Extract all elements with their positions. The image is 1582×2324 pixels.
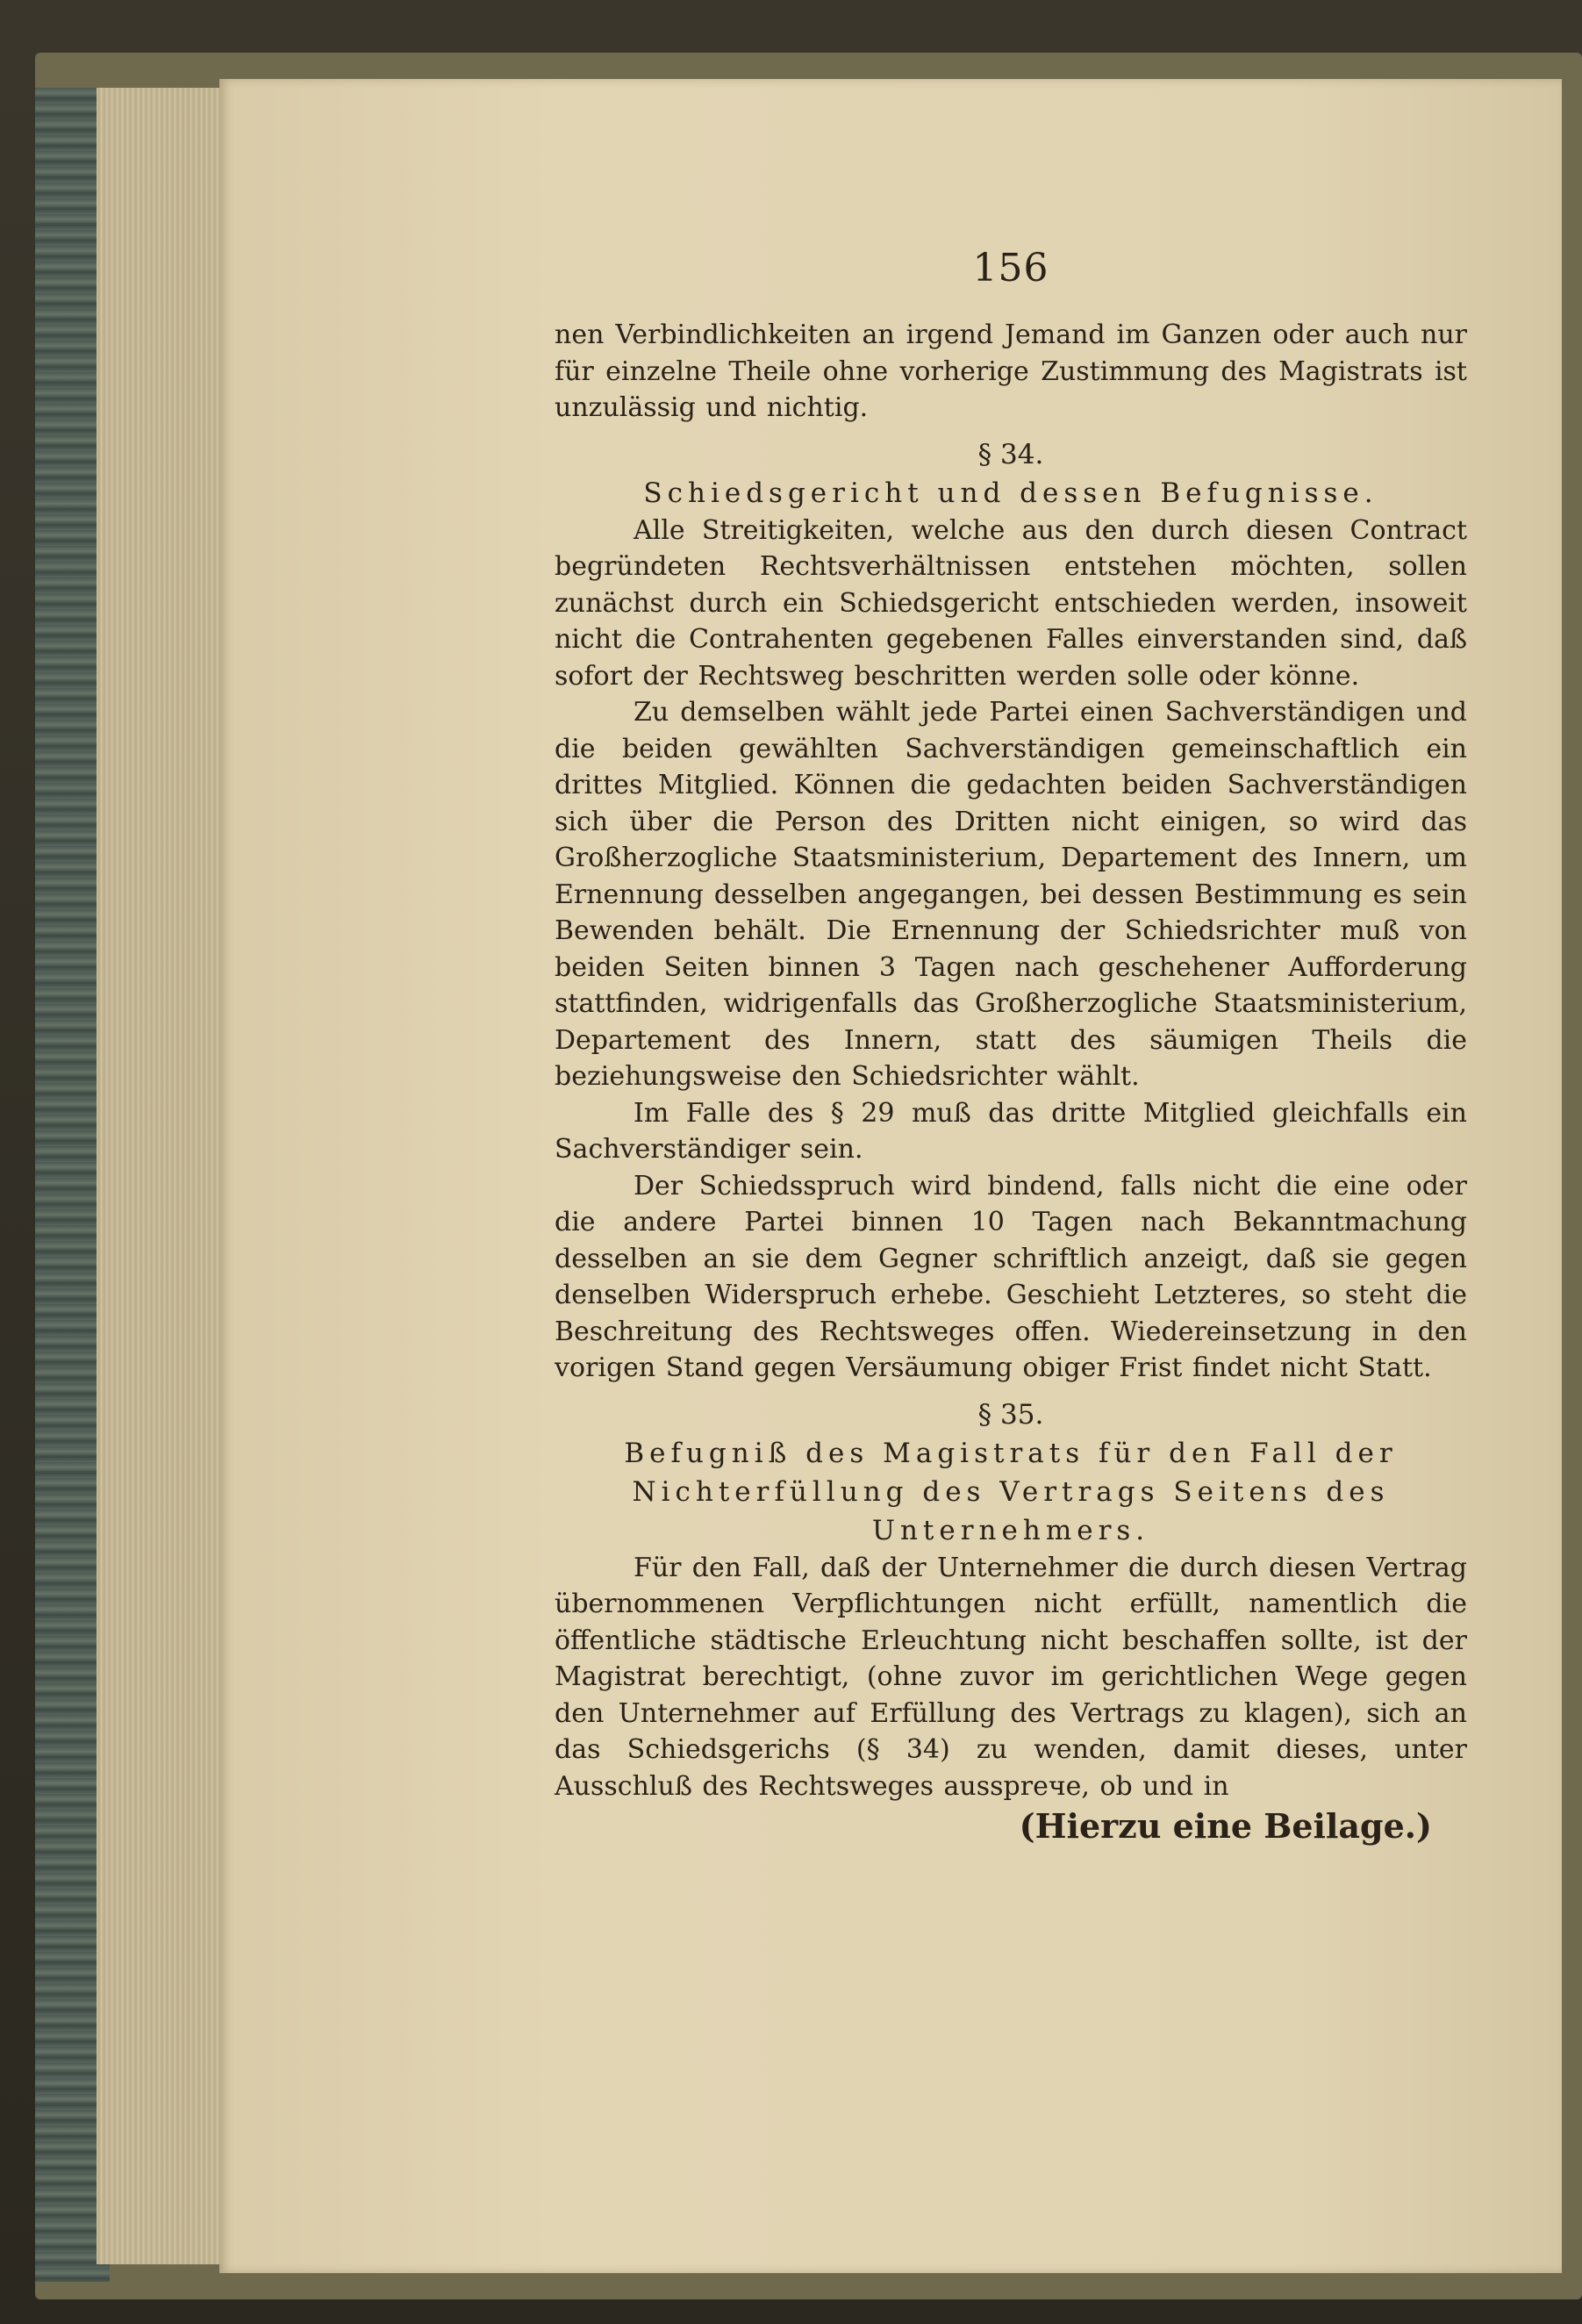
section-34 bbox=[555, 435, 1467, 1387]
paragraph: Im Falle des § 29 muß das dritte Mitglied gleichfalls ein Sachverständiger sein. bbox=[555, 1097, 1467, 1165]
section-number: § 35. bbox=[977, 1398, 1044, 1431]
section-title: Schiedsgericht und dessen Befugnisse. bbox=[643, 477, 1378, 509]
paragraph: Alle Streitigkeiten, welche aus den durch diesen Contract begründeten Rechtsverhältnissen entstehen möchten, sollen zunächst durch ein Schiedsgericht entschieden werden, insoweit nicht die Contrahenten gegebenen Falles einverstanden sind, daß sofort der Rechtsweg beschritten werden solle oder könne. bbox=[555, 514, 1467, 692]
paragraph: Der Schiedsspruch wird bindend, falls nicht die eine oder die andere Partei binnen 10 Tagen nach Bekanntmachung desselben an sie dem Gegner schriftlich anzeigt, daß sie gegen denselben Widerspruch erhebe. Geschieht Letzteres, so steht die Beschreitung des Rechtsweges offen. Wiedereinsetzung in den vorigen Stand gegen Versäumung obiger Frist findet nicht Statt. bbox=[555, 1170, 1467, 1383]
intro-paragraph: nen Verbindlichkeiten an irgend Jemand im Ganzen oder auch nur für einzelne Theile ohne vorherige Zustimmung des Magistrats ist unzulässig und nichtig. bbox=[555, 319, 1467, 423]
page-edges bbox=[97, 88, 230, 2264]
page-number: 156 bbox=[972, 246, 1049, 290]
section-35 bbox=[555, 1395, 1467, 1805]
page-content bbox=[555, 246, 1467, 1846]
section-title: Befugniß des Magistrats für den Fall der Nichterfüllung des Vertrags Seitens des Unternehmers. bbox=[624, 1437, 1398, 1546]
section-number: § 34. bbox=[977, 438, 1044, 470]
paragraph: Für den Fall, daß der Unternehmer die durch diesen Vertrag übernommenen Verpflichtungen nicht erfüllt, namentlich die öffentliche städtische Erleuchtung nicht beschaffen sollte, ist der Magistrat berechtigt, (ohne zuvor im gerichtlichen Wege gegen den Unternehmer auf Erfüllung des Vertrags zu klagen), sich an das Schiedsgerichs (§ 34) zu wenden, damit dieses, unter Ausschluß des Rechtsweges aussprече, ob und in bbox=[555, 1552, 1467, 1802]
paragraph: Zu demselben wählt jede Partei einen Sachverständigen und die beiden gewählten Sachverständigen gemeinschaftlich ein drittes Mitglied. Können die gedachten beiden Sachverständigen sich über die Person des Dritten nicht einigen, so wird das Großherzogliche Staatsministerium, Departement des Innern, um Ernennung desselben angegangen, bei dessen Bestimmung es sein Bewenden behält. Die Ernennung der Schiedsrichter muß von beiden Seiten binnen 3 Tagen nach geschehener Aufforderung stattfinden, widrigenfalls das Großherzogliche Staatsministerium, Departement des Innern, statt des säumigen Theils die beziehungsweise den Schiedsrichter wählt. bbox=[555, 697, 1467, 1092]
supplement-note: (Hierzu eine Beilage.) bbox=[1019, 1806, 1432, 1846]
